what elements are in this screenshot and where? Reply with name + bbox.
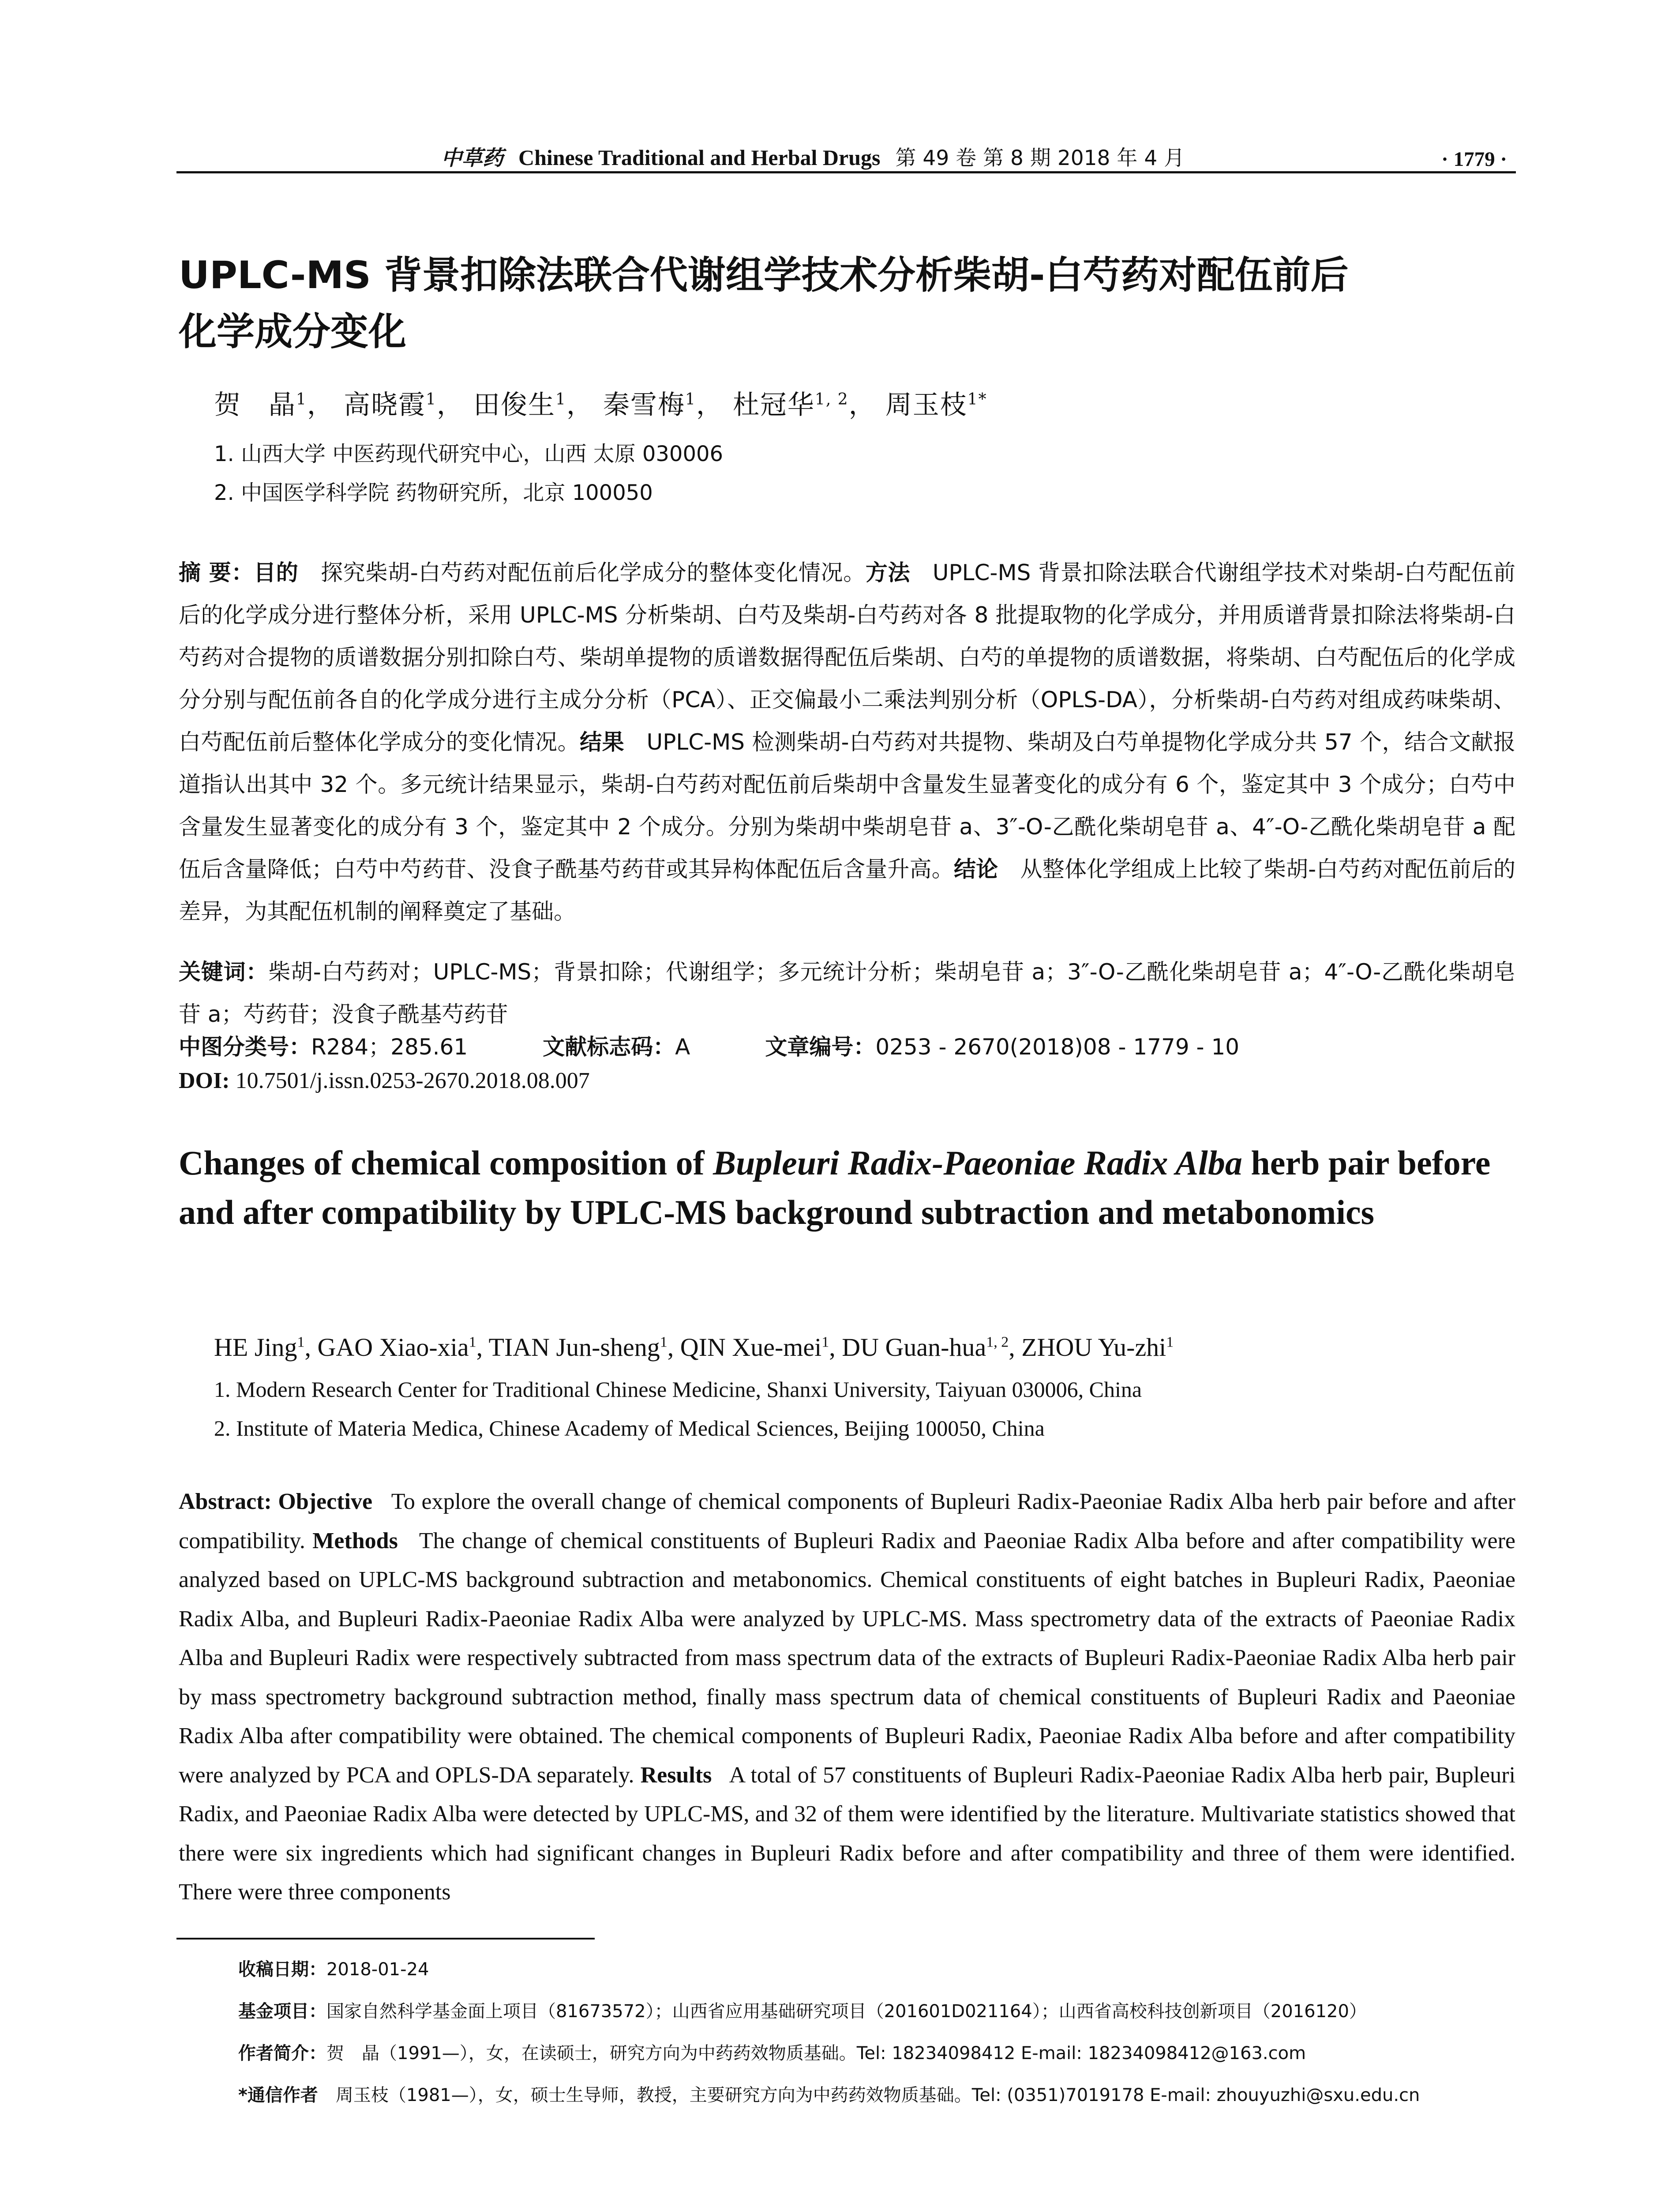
footnote-author: 作者简介：贺 晶（1991—），女，在读硕士，研究方向为中药药效物质基础。Tel: 18234098412 E-mail: 18234098412@163.com — [238, 2043, 1306, 2063]
chinese-affiliation-1: 1. 山西大学 中医药现代研究中心，山西 太原 030006 — [214, 442, 724, 466]
article-no-value: 0253 - 2670(2018)08 - 1779 - 10 — [875, 1034, 1240, 1060]
journal-name: Chinese Traditional and Herbal Drugs — [518, 145, 881, 170]
english-title: Changes of chemical composition of Bupleuri Radix-Paeoniae Radix Alba herb pair before and after compatibility by UPLC-MS background subtraction and metabonomics — [179, 1144, 1491, 1231]
footnote-received: 收稿日期：2018-01-24 — [238, 1959, 429, 1980]
en-results-label: Results — [640, 1762, 712, 1788]
issue-info: 第 49 卷 第 8 期 2018 年 4 月 — [895, 146, 1185, 170]
chinese-affiliation-2: 2. 中国医学科学院 药物研究所，北京 100050 — [214, 480, 653, 505]
author: ZHOU Yu-zhi$^1$ — [1021, 1333, 1174, 1362]
doi-label: DOI: — [179, 1068, 230, 1093]
en-objective-text: To explore the overall change of chemical components of Bupleuri Radix-Paeoniae Radix Alba herb pair before and after compatibility. — [179, 1489, 1515, 1553]
chinese-title-line2: 化学成分变化 — [179, 310, 406, 354]
en-abstract-label: Abstract: Objective — [179, 1489, 373, 1514]
objective-text: 探究柴胡-白芍药对配伍前后化学成分的整体变化情况。 — [321, 560, 866, 585]
footnote-corresponding: *通信作者 周玉枝（1981—），女，硕士生导师，教授，主要研究方向为中药药效物质基础。Tel: (0351)7019178 E-mail: zhouyuzhi@sxu.edu.cn — [238, 2085, 1420, 2105]
page-number: · 1779 · — [1441, 148, 1507, 171]
chinese-authors — [214, 384, 987, 422]
author: GAO Xiao-xia$^1$, — [317, 1333, 489, 1362]
classification-line — [179, 1026, 1515, 1068]
abstract-label: 摘 要： — [179, 560, 254, 585]
en-results-text: A total of 57 constituents of Bupleuri Radix-Paeoniae Radix Alba herb pair, Bupleuri Radix, and Paeoniae Radix Alba were detected by UPLC-MS, and 32 of them were identified by the literature. Multivariate statistics showed that there were six ingredients which had significant changes in Bupleuri Radix before and after compatibility and three of them were identified. There were three components — [179, 1762, 1516, 1905]
english-abstract — [179, 1482, 1515, 1912]
journal-info — [441, 142, 1185, 171]
english-authors — [214, 1332, 1174, 1362]
chinese-title — [179, 247, 1529, 360]
author: 周玉枝$^{1*}$ — [885, 390, 987, 420]
en-methods-text: The change of chemical constituents of Bupleuri Radix and Paeoniae Radix Alba before and after compatibility were analyzed based on UPLC-MS background subtraction and metabonomics. Chemical constituents of eight batches in Bupleuri Radix, Paeoniae Radix Alba, and Bupleuri Radix-Paeoniae Radix Alba were analyzed by UPLC-MS. Mass spectrometry data of the extracts of Paeoniae Radix Alba and Bupleuri Radix were respectively subtracted from mass spectrum data of the extracts of Bupleuri Radix-Paeoniae Radix Alba herb pair by mass spectrometry background subtraction method, finally mass spectrum data of chemical constituents of Bupleuri Radix and Paeoniae Radix Alba after compatibility were obtained. The chemical components of Bupleuri Radix, Paeoniae Radix Alba before and after compatibility were analyzed by PCA and OPLS-DA separately. — [179, 1528, 1516, 1788]
author: 贺 晶$^1$， — [214, 390, 334, 420]
running-header — [176, 140, 1516, 173]
english-affiliation-1: 1. Modern Research Center for Traditional Chinese Medicine, Shanxi University, Taiyuan 030006, China — [214, 1377, 1142, 1402]
conclusion-label: 结论 — [953, 856, 998, 882]
author: TIAN Jun-sheng$^1$, — [488, 1333, 680, 1362]
results-label: 结果 — [580, 729, 625, 755]
doi-line — [179, 1068, 590, 1094]
footnote-divider — [176, 1938, 595, 1940]
objective-label: 目的 — [254, 560, 299, 585]
author: 田俊生$^1$， — [473, 390, 594, 420]
methods-text: UPLC-MS 背景扣除法联合代谢组学技术对柴胡-白芍配伍前后的化学成分进行整体分析，采用 UPLC-MS 分析柴胡、白芍及柴胡-白芍药对各 8 批提取物的化学成分，并用质谱背景扣除法将柴胡-白芍药对合提物的质谱数据分别扣除白芍、柴胡单提物的质谱数据得配伍后柴胡、白芍的单提物的质谱数据，将柴胡、白芍配伍后的化学成分分别与配伍前各自的化学成分进行主成分分析（PCA）、正交偏最小二乘法判别分析（OPLS-DA），分析柴胡-白芍药对组成药味柴胡、白芍配伍前后整体化学成分的变化情况。 — [179, 560, 1516, 755]
doi-link[interactable]: 10.7501/j.issn.0253-2670.2018.08.007 — [235, 1068, 590, 1093]
methods-label: 方法 — [865, 560, 911, 585]
author: 高晓霞$^1$， — [343, 390, 464, 420]
chinese-keywords — [179, 951, 1515, 1035]
article-no-label: 文章编号： — [765, 1034, 876, 1060]
results-text: UPLC-MS 检测柴胡-白芍药对共提物、柴胡及白芍单提物化学成分共 57 个，结合文献报道指认出其中 32 个。多元统计结果显示，柴胡-白芍药对配伍前后柴胡中含量发生显著变化的成分有 6 个，鉴定其中 3 个成分；白芍中含量发生显著变化的成分有 3 个，鉴定其中 2 个成分。分别为柴胡中柴胡皂苷 a、3″-O-乙酰化柴胡皂苷 a、4″-O-乙酰化柴胡皂苷 a 配伍后含量降低；白芍中芍药苷、没食子酰基芍药苷或其异构体配伍后含量升高。 — [179, 729, 1516, 882]
journal-logo: 中草药 — [441, 146, 503, 170]
conclusion-text: 从整体化学组成上比较了柴胡-白芍药对配伍前后的差异，为其配伍机制的阐释奠定了基础。 — [179, 856, 1516, 924]
clc-label: 中图分类号： — [179, 1034, 311, 1060]
chinese-title-line1: UPLC-MS 背景扣除法联合代谢组学技术分析柴胡-白芍药对配伍前后 — [179, 253, 1349, 297]
author: QIN Xue-mei$^1$, — [680, 1333, 842, 1362]
clc-value: R284；285.61 — [311, 1034, 468, 1060]
en-methods-label: Methods — [312, 1528, 398, 1553]
doc-code-value: A — [675, 1034, 690, 1060]
author: HE Jing$^1$, — [214, 1333, 318, 1362]
keywords-text: 柴胡-白芍药对；UPLC-MS；背景扣除；代谢组学；多元统计分析；柴胡皂苷 a；3″-O-乙酰化柴胡皂苷 a；4″-O-乙酰化柴胡皂苷 a；芍药苷；没食子酰基芍药苷 — [179, 959, 1515, 1027]
chinese-abstract — [179, 552, 1515, 933]
english-affiliation-2: 2. Institute of Materia Medica, Chinese Academy of Medical Sciences, Beijing 100050, China — [214, 1416, 1045, 1441]
author: 秦雪梅$^1$， — [603, 390, 724, 420]
author: 杜冠华$^{1, 2}$， — [732, 390, 876, 420]
keywords-label: 关键词： — [179, 959, 269, 985]
author: DU Guan-hua$^{1, 2}$, — [842, 1333, 1022, 1362]
doc-code-label: 文献标志码： — [543, 1034, 675, 1060]
footnote-fund: 基金项目：国家自然科学基金面上项目（81673572）；山西省应用基础研究项目（201601D021164）；山西省高校科技创新项目（2016120） — [238, 2001, 1367, 2022]
